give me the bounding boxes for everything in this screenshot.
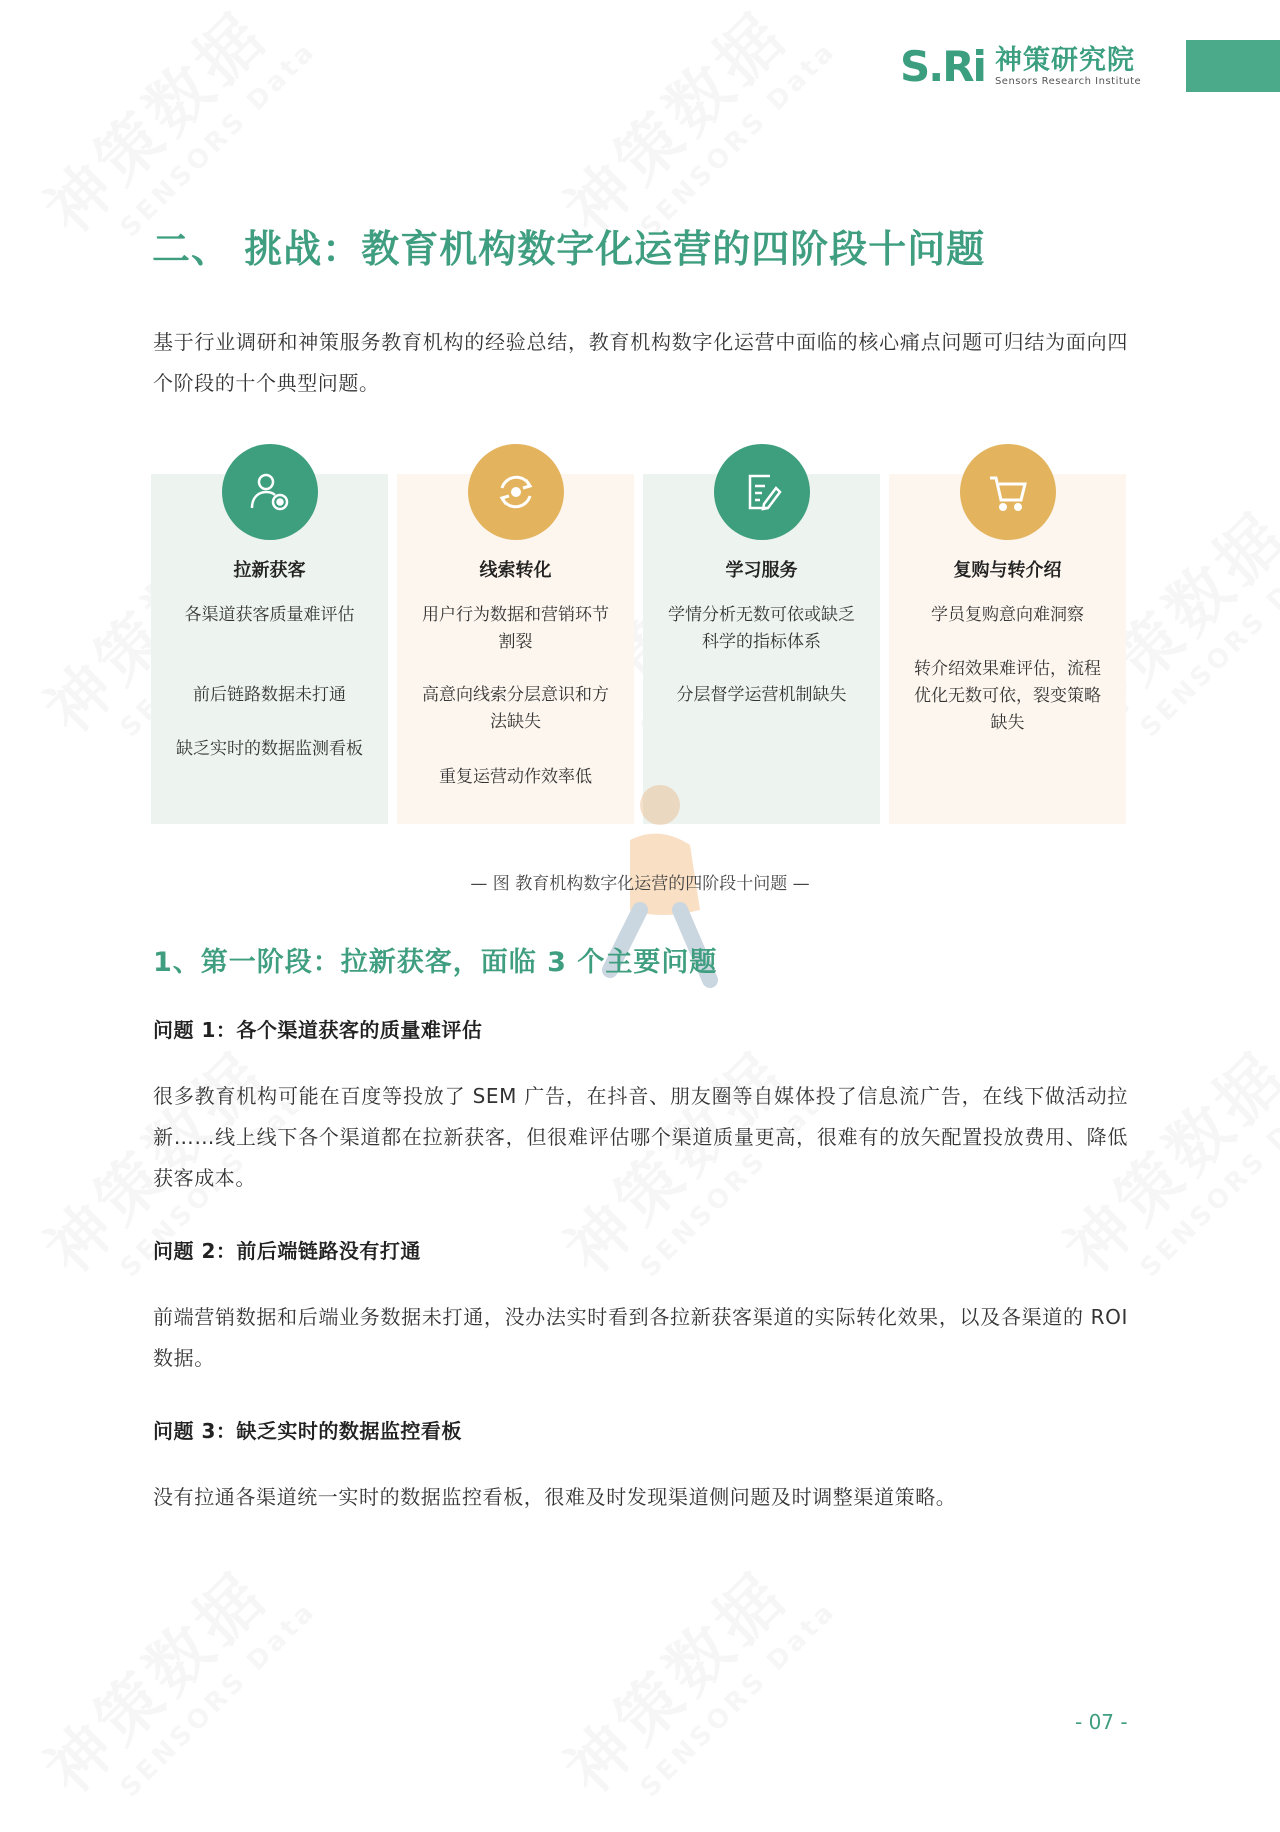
header-accent-bar bbox=[1186, 40, 1280, 92]
refresh-cycle-icon bbox=[468, 444, 564, 540]
page-number: - 07 - bbox=[1075, 1710, 1128, 1734]
problem-title: 问题 1：各个渠道获客的质量难评估 bbox=[153, 1018, 483, 1042]
intro-paragraph: 基于行业调研和神策服务教育机构的经验总结，教育机构数字化运营中面临的核心痛点问题可归结为面向四个阶段的十个典型问题。 bbox=[153, 330, 1128, 395]
logo-cn: 神策研究院 bbox=[994, 45, 1135, 76]
stage-card-acquisition bbox=[151, 474, 388, 824]
card-item: 分层督学运营机制缺失 bbox=[676, 685, 847, 705]
card-item: 前后链路数据未打通 bbox=[193, 685, 346, 705]
card-item: 各渠道获客质量难评估 bbox=[184, 605, 355, 625]
card-item: 缺乏实时的数据监测看板 bbox=[176, 739, 363, 759]
problem-body: 很多教育机构可能在百度等投放了 SEM 广告，在抖音、朋友圈等自媒体投了信息流广告，在线下做活动拉新……线上线下各个渠道都在拉新获客，但很难评估哪个渠道质量更高，很难有的放矢配置投放费用、降低获客成本。 bbox=[153, 1084, 1128, 1190]
card-item: 转介绍效果难评估，流程优化无数可依，裂变策略缺失 bbox=[914, 659, 1101, 733]
subsection-title: 1、第一阶段：拉新获客，面临 3 个主要问题 bbox=[153, 947, 718, 978]
user-target-icon bbox=[222, 444, 318, 540]
edit-document-icon bbox=[714, 444, 810, 540]
watermark bbox=[21, 1530, 322, 1831]
card-title: 线索转化 bbox=[479, 560, 552, 581]
problem-title: 问题 2：前后端链路没有打通 bbox=[153, 1239, 421, 1263]
card-title: 学习服务 bbox=[725, 560, 798, 581]
watermark bbox=[541, 1530, 842, 1831]
card-item: 学情分析无数可依或缺乏科学的指标体系 bbox=[668, 605, 855, 652]
section-title: 二、 挑战：教育机构数字化运营的四阶段十问题 bbox=[152, 227, 986, 271]
card-item: 高意向线索分层意识和方法缺失 bbox=[422, 685, 609, 732]
logo bbox=[900, 42, 1141, 91]
problem-body: 没有拉通各渠道统一实时的数据监控看板，很难及时发现渠道侧问题及时调整渠道策略。 bbox=[153, 1485, 957, 1509]
problem-title: 问题 3：缺乏实时的数据监控看板 bbox=[153, 1419, 462, 1443]
problem-body: 前端营销数据和后端业务数据未打通，没办法实时看到各拉新获客渠道的实际转化效果，以及各渠道的 ROI 数据。 bbox=[153, 1305, 1128, 1370]
logo-mark: S.Ri bbox=[900, 42, 985, 91]
stage-card-repurchase bbox=[889, 474, 1126, 824]
card-title: 拉新获客 bbox=[233, 560, 306, 581]
logo-en: Sensors Research Institute bbox=[994, 76, 1142, 87]
shopping-cart-icon bbox=[960, 444, 1056, 540]
card-item: 用户行为数据和营销环节割裂 bbox=[422, 605, 609, 652]
figure-caption: — 图 教育机构数字化运营的四阶段十问题 — bbox=[470, 874, 810, 894]
card-item: 学员复购意向难洞察 bbox=[931, 605, 1084, 625]
card-title: 复购与转介绍 bbox=[953, 560, 1062, 581]
card-item: 重复运营动作效率低 bbox=[439, 767, 592, 787]
